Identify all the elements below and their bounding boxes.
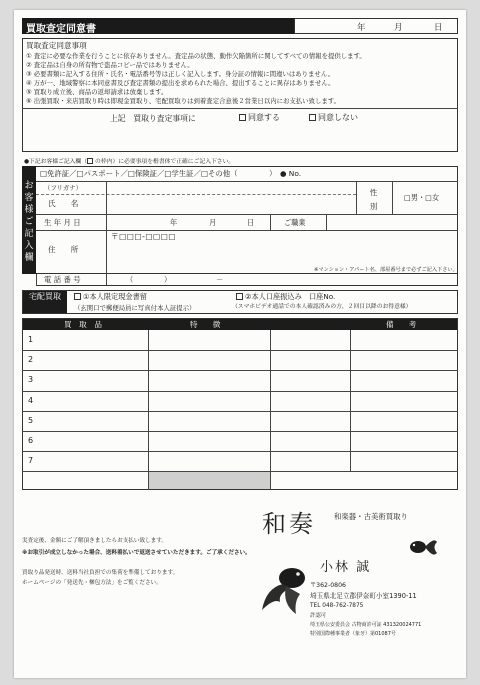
- shop-tel: TEL 048-762-7875: [310, 603, 364, 609]
- gender-options[interactable]: □男・□女: [404, 193, 440, 202]
- goldfish-large-fin-2: [285, 586, 300, 614]
- date-day-label: 日: [434, 23, 443, 33]
- row-number-2: 2: [28, 355, 34, 364]
- shop-address: 埼玉県北足立郡伊奈町小室1390-11: [310, 592, 417, 600]
- disagree-label: 同意しない: [318, 113, 358, 122]
- shop-logo: 和奏: [262, 510, 316, 538]
- delivery-option-1-note: （玄関口で郵便局員に写真付本人証提示）: [74, 304, 196, 312]
- customer-side-label: お客様ご記入欄: [24, 181, 34, 263]
- delivery-option-2-note: （スマホビデオ通話での本人確認済みの方，２回目以降のお得意様）: [232, 304, 412, 310]
- footer-note-2: ※お取引が成立しなかった場合、送料着払いで返送させていただきます。ご了承ください。: [22, 550, 251, 556]
- occupation-label: ご職業: [284, 218, 306, 227]
- shop-license-title: 許認可: [310, 613, 327, 619]
- document-title: 買取査定同意書: [26, 24, 96, 35]
- phone-dash: －: [216, 275, 224, 284]
- dob-label: 生 年 月 日: [44, 218, 81, 227]
- delivery-option-2[interactable]: [236, 293, 335, 302]
- required-note: ●下記お客様ご記入欄（ の枠内）に必要事項を楷書体で正確にご記入下さい。: [24, 159, 235, 165]
- items-table: [22, 318, 458, 490]
- delivery-option-1-checkbox[interactable]: [74, 293, 81, 300]
- goldfish-small-eye: [413, 544, 415, 546]
- shop-tagline: 和楽器・古美術買取り: [334, 512, 408, 521]
- goldfish-illustration-large: [256, 558, 316, 616]
- delivery-option-1[interactable]: [74, 293, 147, 302]
- table-header-notes: 備 考: [386, 320, 417, 329]
- id-types[interactable]: □免許証／□パスポート／□保険証／□学生証／□その他（: [40, 169, 238, 178]
- table-header-item: 買 取 品: [64, 320, 102, 329]
- phone-close-paren: ）: [164, 275, 172, 284]
- required-note-prefix: ●下記お客様ご記入欄: [24, 159, 82, 165]
- name-label: 氏 名: [48, 199, 79, 208]
- disagree-option[interactable]: [309, 113, 358, 123]
- row-number-5: 5: [28, 416, 34, 425]
- date-year-label: 年: [357, 23, 366, 33]
- shop-license-2: 特別国際種事業者（象牙）第01087号: [310, 631, 396, 637]
- footer-note-1: 実査定後、金額にご了解頂きましたらお支払い致します。: [22, 538, 167, 544]
- agree-label: 同意する: [248, 113, 280, 122]
- delivery-option-2-checkbox[interactable]: [236, 293, 243, 300]
- agree-option[interactable]: [239, 113, 280, 123]
- delivery-option-2-label: ②本人口座振込み 口座No.: [245, 292, 336, 301]
- consent-divider: [22, 108, 458, 109]
- table-shaded-cell: [149, 472, 270, 489]
- date-month-label: 月: [394, 23, 403, 33]
- required-note-suffix: の枠内）に必要事項を楷書体で正確にご記入下さい。: [95, 159, 235, 165]
- id-types-close: ）: [269, 169, 277, 178]
- shop-postal: 〒362-0806: [310, 582, 346, 589]
- dob-month-label: 月: [209, 218, 217, 227]
- dob-day-label: 日: [247, 218, 255, 227]
- goldfish-small-fin: [425, 540, 437, 554]
- document-sheet: [14, 10, 466, 678]
- id-number-label: ● No.: [280, 169, 302, 178]
- required-mark-icon: [87, 158, 93, 164]
- goldfish-illustration-small: [404, 534, 438, 560]
- agreement-item-4: ④ 万が一、地域警察に本同意書及び査定書類の提出を求められた場合、提出することに異存はありません。: [26, 79, 335, 87]
- agree-checkbox[interactable]: [239, 114, 246, 121]
- address-label: 住 所: [48, 245, 79, 254]
- footer-note-4: ホームページの「発送先・梱包方法」をご覧ください。: [22, 580, 162, 586]
- shop-person-name: 小林 誠: [320, 560, 372, 575]
- goldfish-large-eye: [296, 572, 300, 576]
- agreement-title: 買取査定同意事項: [26, 41, 87, 50]
- phone-label: 電 話 番 号: [44, 275, 81, 284]
- phone-open-paren: （: [126, 275, 134, 284]
- dob-year-label: 年: [170, 218, 178, 227]
- furigana-label: （フリガナ）: [44, 184, 83, 192]
- phone-row: [36, 274, 458, 286]
- row-number-1: 1: [28, 335, 34, 344]
- row-number-7: 7: [28, 456, 34, 465]
- address-note: ※マンション・アパート名、部屋番号まで必ずご記入下さい。: [314, 267, 458, 273]
- delivery-label: 宅配買取: [29, 292, 61, 301]
- disagree-checkbox[interactable]: [309, 114, 316, 121]
- row-number-3: 3: [28, 375, 34, 384]
- agreement-item-6: ⑥ 出張買取・来店買取り時は即現金買取り、宅配買取りは到着査定合意後２営業日以内にお支払い致します。: [26, 97, 340, 105]
- agreement-item-2: ② 査定品は自身の所有物で盗品コピー品ではありません。: [26, 61, 194, 69]
- row-number-4: 4: [28, 396, 34, 405]
- table-header-features: 特 徴: [190, 320, 221, 329]
- postal-code-boxes[interactable]: 〒□□□-□□□□: [111, 232, 177, 241]
- consent-prefix: 上記 買取り査定事項に: [110, 114, 196, 123]
- footer-note-3: 買取り品発送時、送料当社負担での集荷を準備しております。: [22, 570, 179, 576]
- agreement-item-1: ① 査定に必要な作業を行うことに依存ありません。査定品の状態、動作欠陥箇所に関してすべての情報を提供します。: [26, 52, 366, 60]
- delivery-option-1-label: ①本人限定現金書留: [83, 292, 147, 301]
- table-blank-right: [271, 472, 457, 489]
- shop-license-1: 埼玉県公安委員会 古物商許可証 431320024771: [310, 622, 422, 628]
- agreement-item-5: ⑤ 買取り成立後、商品の返却請求は放棄します。: [26, 88, 168, 96]
- goldfish-small-body: [410, 541, 426, 553]
- row-number-6: 6: [28, 436, 34, 445]
- gender-label: 性別: [370, 188, 378, 211]
- agreement-item-3: ③ 必要書類に記入する住所・氏名・電話番号等は正しく記入します。身分証の情報に間違いはありません。: [26, 70, 334, 78]
